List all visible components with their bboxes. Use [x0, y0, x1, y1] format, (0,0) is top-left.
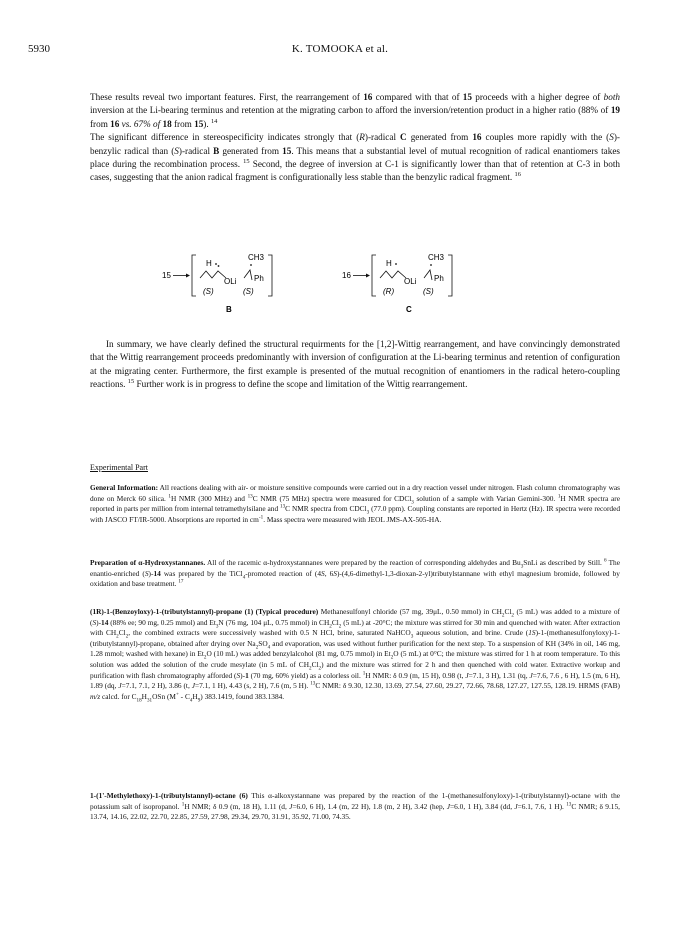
radical-pair-structures: [140, 250, 540, 320]
experimental-heading: Experimental Part: [90, 463, 148, 472]
conf-b1: (S): [203, 287, 214, 296]
structure-c-start: 16: [342, 271, 351, 280]
page-number: 5930: [28, 43, 50, 55]
label-b: B: [226, 305, 232, 314]
ph-label-c: Ph: [434, 274, 444, 283]
bracket-left-c: [372, 255, 376, 296]
ch3-label-b: CH3: [248, 253, 265, 262]
radical-dot-b1: [215, 263, 217, 265]
arrowhead-b: [186, 274, 190, 278]
running-title: [0, 43, 680, 55]
general-information: General Information: All reactions dealing with air- or moisture sensitive compounds were carried out in a dry reaction vessel under nitrogen. Flash column chromatography was done on Merck 60 silica. $^1$H NMR (300 MHz) and $^{13}$C NMR (75 MHz) spectra were measured for CDCl$_3$ solution of a sample with Varian Gemini-300. $^1$H NMR spectra are reported in parts per million from internal tetramethylsilane and $^{13}$C NMR spectra from CDCl$_3$ (77.0 ppm). Coupling constants are reported in Hertz (Hz). IR spectra were recorded with JASCO FT/IR-5000. Absorptions are reported in $cm^{-1}$. Mass spectra were measured with JEOL JMS-AX-505-HA.: [90, 483, 621, 524]
benzyl-b: [244, 270, 252, 280]
ph-label-b: Ph: [254, 274, 264, 283]
radical-dot-c2: [430, 264, 432, 266]
structure-b-start: 15: [162, 271, 171, 280]
h-label-b: H: [206, 259, 212, 268]
chain-c: [380, 271, 406, 278]
bracket-right-b: [268, 255, 272, 296]
oli-label-b: OLi: [224, 277, 237, 286]
conf-c1: (R): [383, 287, 395, 296]
ch3-label-c: CH3: [428, 253, 445, 262]
radical-dot-b3: [250, 264, 252, 266]
radical-dot-b2: [218, 265, 220, 267]
oli-label-c: OLi: [404, 277, 417, 286]
running-title-text: K. TOMOOKA et al.: [291, 43, 389, 55]
preparation-hydroxystannanes: Preparation of α-Hydroxystannanes. All of the racemic α-hydroxystannanes were prepared by the reaction of corresponding aldehydes and $Bu_3SnLi$ as described by Still. $^6$ The enantio-enriched (S)-14 was prepared by the TiCl$_4$-promoted reaction of (4S, 6S)-(4,6-dimethyl-1,3-dioxan-2-yl)tributylstannane with ethyl magnesium bromide, followed by oxidation and base treatment. $^{17}$: [90, 557, 620, 589]
summary-paragraph: In summary, we have clearly defined the structural requirments for the [1,2]-Wittig rearrangement, and have convincingly demonstrated that the Wittig rearrangement proceeds predominantly with inversion of configuration at the Li-bearing terminus and retention of configuration at the migrating center. Furthermore, the first example is presented of the mutual recognition of enantiomers in the radical hetero-coupling reactions. $^{15}$ Further work is in progress to define the scope and limitation of the Wittig rearrangement.: [90, 339, 620, 390]
bracket-right-c: [448, 255, 452, 296]
structure-c: [342, 253, 452, 314]
results-paragraph: These results reveal two important features. First, the rearrangement of 16 compared with that of 15 proceeds with a higher degree of both inversion at the Li-bearing terminus and retention at the migrating carbon to afford the inversion/retention product in a higher ratio (88% of 19 from 16 vs. 67% of 18 from 15). $^{14}$ The significant difference in stereospecificity indicates strongly that (R)-radical C generated from 16 couples more rapidly with the (S)-benzylic radical than (S)-radical B generated from 15. This means that a substantial level of mutual recognition of radical enantiomers takes place during the recombination process. $^{15}$ Second, the degree of inversion at C-1 is significantly lower than that of retention at C-3 in both cases, suggesting that the anion radical fragment is configurationally less stable than the benzylic radical fragment. $^{16}$: [90, 92, 620, 183]
chain-b: [200, 271, 226, 278]
bracket-left-b: [192, 255, 196, 296]
arrowhead-c: [366, 274, 370, 278]
radical-dot-c1: [395, 263, 397, 265]
benzyl-c: [424, 270, 432, 280]
conf-b2: (S): [243, 287, 254, 296]
conf-c2: (S): [423, 287, 434, 296]
typical-procedure: (1R)-1-(Benzoyloxy)-1-(tributylstannyl)-propane (1) (Typical procedure) Methanesulfonyl chloride (57 mg, 39μL, 0.50 mmol) in $CH_2Cl_2$ (5 mL) was added to a mixture of (S)-14 (88% ee; 90 mg, 0.25 mmol) and $Et_3N$ (76 mg, 104 μL, 0.75 mmol) in $CH_2Cl_2$ (5 mL) at -20°C; the mixture was stirred for 30 min and quenched with water. After extraction with $CH_2Cl_2$, the combined extracts were successively washed with 0.5 N HCl, brine, saturated NaHCO$_3$ aqueous solution, and brine. Crude (1S)-1-(methanesulfonyloxy)-1-(tributylstannyl)-propane, obtained after drying over $Na_2SO_4$ and evaporation, was used without further purification for the next step. To a suspension of KH (34% in oil, 146 mg, 1.28 mmol; washed with hexane) in $Et_2O$ (10 mL) was added benzylalcohol (81 mg, 0.75 mmol) in $Et_2O$ (5 mL) at 0°C; the mixture was stirred for 1 h at room temperature. To this solution was added the solution of the crude mesylate (in 5 mL of $CH_2Cl_2$) and the mixture was stirred for 2 h and then quenched with cold water. Extractive workup and purification with flash chromatography afforded (S)-1 (70 mg, 60% yield) as a colorless oil. $^1$H NMR: δ 0.9 (m, 15 H), 0.98 (t, J=7.1, 3 H), 1.31 (tq, J=7.6, 7.6 , 6 H), 1.5 (m, 6 H), 1.89 (dq, J=7.1, 7.1, 2 H), 3.86 (t, J=7.1, 1 H), 4.43 (s, 2 H), 7.6 (m, 5 H). $^{13}$C NMR: δ 9.30, 12.30, 13.69, 27.54, 27.60, 29.27, 72.66, 78.68, 127.27, 127.55, 128.19. HRMS (FAB) m/z calcd. for $C_{18}H_{31}OSn$ $(M^+ - C_4H_9)$ 383.1419, found 383.1384.: [90, 607, 621, 704]
label-c: C: [406, 305, 412, 314]
structure-b: [162, 253, 272, 314]
h-label-c: H: [386, 259, 392, 268]
compound-6-description: 1-(1'-Methylethoxy)-1-(tributylstannyl)-octane (6) This α-alkoxystannane was prepared by the reaction of the 1-(methanesulfonyloxy)-1-(tributylstannyl)-octane with the potassium salt of isopropanol. $^1$H NMR; δ 0.9 (m, 18 H), 1.11 (d, J=6.0, 6 H), 1.4 (m, 22 H), 1.8 (m, 2 H), 3.42 (hep, J=6.0, 1 H), 3.84 (dd, J=6.1, 7.6, 1 H). $^{13}$C NMR; δ 9.15, 13.74, 14.16, 22.02, 22.70, 22.85, 27.59, 27.98, 29.34, 29.70, 31.91, 35.92, 71.00, 74.35.: [90, 791, 620, 822]
